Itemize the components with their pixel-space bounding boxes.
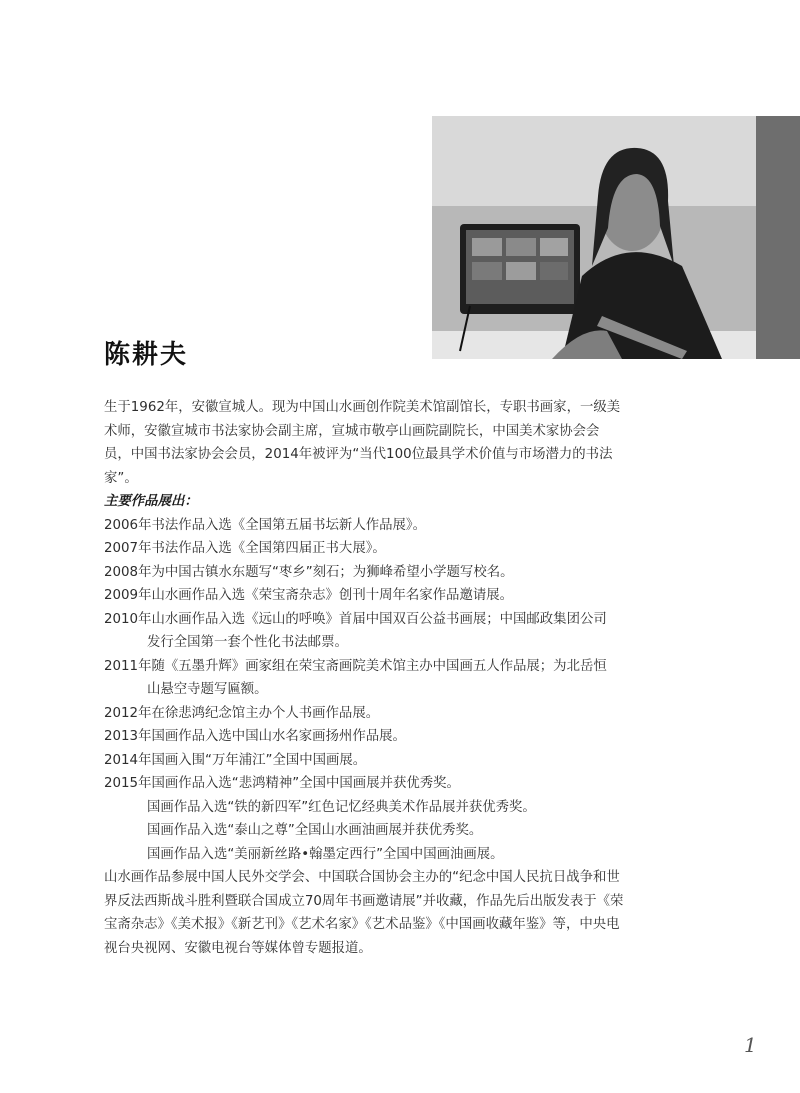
entry-text: 2009年山水画作品入选《荣宝斋杂志》创刊十周年名家作品邀请展。 xyxy=(104,588,514,603)
list-item xyxy=(104,537,624,561)
sub-entry: 国画作品入选“美丽新丝路•翰墨定西行”全国中国画油画展。 xyxy=(147,846,504,862)
exhibitions-heading: 主要作品展出： xyxy=(104,494,198,509)
list-item xyxy=(104,772,624,796)
list-item xyxy=(104,514,624,538)
bio-paragraph: 生于1962年，安徽宣城人。现为中国山水画创作院美术馆副馆长，专职书画家，一级美术师，安徽宣城市书法家协会副主席，宣城市敬亭山画院副院长，中国美术家协会会员，中国书法家协会会员，2014年被评为“当代100位最具学术价值与市场潜力的书法家”。 xyxy=(104,400,621,486)
list-item xyxy=(104,608,624,655)
entry-continuation: 山悬空寺题写匾额。 xyxy=(147,682,268,697)
entry-continuation: 发行全国第一套个性化书法邮票。 xyxy=(147,635,348,650)
portrait-illustration xyxy=(432,116,756,359)
list-item xyxy=(104,561,624,585)
portrait-photo xyxy=(432,116,756,359)
list-item xyxy=(104,725,624,749)
sub-entry: 国画作品入选“铁的新四军”红色记忆经典美术作品展并获优秀奖。 xyxy=(147,799,536,815)
list-item xyxy=(104,584,624,608)
closing-paragraph: 山水画作品参展中国人民外交学会、中国联合国协会主办的“纪念中国人民抗日战争和世界反法西斯战斗胜利暨联合国成立70周年书画邀请展”并收藏，作品先后出版发表于《荣宝斋杂志》《美术报》《新艺刊》《艺术名家》《艺术品鉴》《中国画收藏年鉴》等，中央电视台央视网、安徽电视台等媒体曾专题报道。 xyxy=(104,870,624,956)
entry-text: 2007年书法作品入选《全国第四届正书大展》。 xyxy=(104,541,386,556)
page-number: 1 xyxy=(744,1033,757,1057)
entry-text: 2010年山水画作品入选《远山的呼唤》首届中国双百公益书画展；中国邮政集团公司 xyxy=(104,611,607,627)
entry-text: 2012年在徐悲鸿纪念馆主办个人书画作品展。 xyxy=(104,705,380,721)
entry-text: 2013年国画作品入选中国山水名家画扬州作品展。 xyxy=(104,729,406,744)
entry-text: 2014年国画入围“万年浦江”全国中国画展。 xyxy=(104,752,367,768)
decorative-side-bar xyxy=(756,116,800,359)
list-item xyxy=(104,655,624,702)
sub-entry: 国画作品入选“泰山之尊”全国山水画油画展并获优秀奖。 xyxy=(147,823,483,838)
biography-section xyxy=(104,396,624,960)
entry-text: 2011年随《五墨升辉》画家组在荣宝斋画院美术馆主办中国画五人作品展；为北岳恒 xyxy=(104,658,607,674)
entry-text: 2006年书法作品入选《全国第五届书坛新人作品展》。 xyxy=(104,517,426,533)
artist-name: 陈耕夫 xyxy=(104,340,189,370)
entry-text: 2008年为中国古镇水东题写“枣乡”刻石；为狮峰希望小学题写校名。 xyxy=(104,564,514,580)
list-item xyxy=(104,702,624,726)
entry-text: 2015年国画作品入选“悲鸿精神”全国中国画展并获优秀奖。 xyxy=(104,776,460,791)
list-item xyxy=(104,749,624,773)
